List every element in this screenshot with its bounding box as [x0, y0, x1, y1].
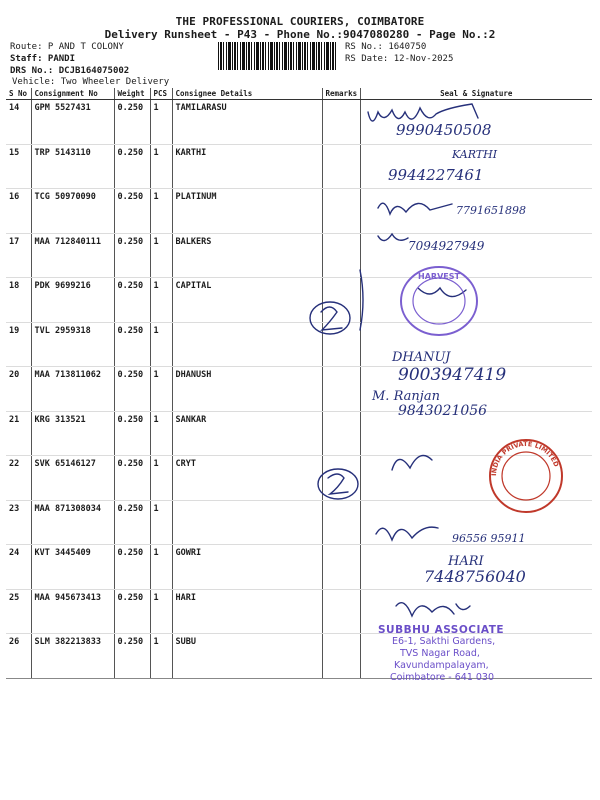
assoc-line-2: E6-1, Sakthi Gardens, [392, 636, 496, 647]
drs-number: DRS No.: DCJB164075002 [10, 66, 130, 76]
col-sno: S No [6, 88, 31, 100]
row-consignee: KARTHI [172, 144, 322, 189]
col-signature: Seal & Signature [360, 88, 592, 100]
col-consignment: Consignment No [31, 88, 114, 100]
row-consignee: GOWRI [172, 545, 322, 590]
row-consignment-no: TCG 50970090 [31, 189, 114, 234]
hw-phone-17: 7094927949 [408, 239, 485, 253]
row-consignee: DHANUSH [172, 367, 322, 412]
signature-scribble-16 [378, 203, 452, 214]
signature-scribble-17 [378, 234, 408, 241]
row-sno: 14 [6, 100, 31, 145]
row-consignment-no: MAA 712840111 [31, 233, 114, 278]
hw-phone-14: 9990450508 [396, 121, 492, 139]
col-pcs: PCS [150, 88, 172, 100]
row-sno: 21 [6, 411, 31, 456]
assoc-line-5: Coimbatore - 641 030 [390, 672, 495, 683]
row-weight: 0.250 [114, 367, 150, 412]
row-consignment-no: TVL 2959318 [31, 322, 114, 367]
row-weight: 0.250 [114, 278, 150, 323]
row-sno: 22 [6, 456, 31, 501]
row-weight: 0.250 [114, 144, 150, 189]
associate-stamp [378, 624, 504, 684]
col-remarks: Remarks [322, 88, 360, 100]
hw-phone-21: 9843021056 [398, 403, 488, 419]
row-sno: 26 [6, 634, 31, 679]
row-consignee: BALKERS [172, 233, 322, 278]
hw-name-20: DHANUJ [392, 350, 451, 365]
row-consignment-no: KRG 313521 [31, 411, 114, 456]
row-weight: 0.250 [114, 545, 150, 590]
row-pcs: 1 [150, 367, 172, 412]
row-consignment-no: PDK 9699216 [31, 278, 114, 323]
row-weight: 0.250 [114, 100, 150, 145]
vehicle-label: Vehicle: Two Wheeler Delivery [12, 77, 170, 87]
hw-phone-25: 7448756040 [424, 567, 526, 586]
row-consignee: CRYT [172, 456, 322, 501]
row-weight: 0.250 [114, 189, 150, 234]
row-pcs: 1 [150, 278, 172, 323]
row-weight: 0.250 [114, 456, 150, 501]
hw-phone-20: 9003947419 [398, 365, 507, 385]
row-weight: 0.250 [114, 411, 150, 456]
row-sno: 23 [6, 500, 31, 545]
row-weight: 0.250 [114, 589, 150, 634]
row-pcs: 1 [150, 144, 172, 189]
row-consignment-no: SVK 65146127 [31, 456, 114, 501]
col-weight: Weight [114, 88, 150, 100]
row-consignee: SUBU [172, 634, 322, 679]
row-pcs: 1 [150, 189, 172, 234]
row-consignment-no: TRP 5143110 [31, 144, 114, 189]
row-pcs: 1 [150, 456, 172, 501]
hw-name-15: KARTHI [452, 148, 498, 161]
assoc-line-3: TVS Nagar Road, [400, 648, 480, 659]
row-consignee: CAPITAL [172, 278, 322, 323]
row-pcs: 1 [150, 589, 172, 634]
row-consignment-no: KVT 3445409 [31, 545, 114, 590]
row-sno: 20 [6, 367, 31, 412]
runsheet-title: Delivery Runsheet - P43 - Phone No.:9047080280 - Page No.:2 [104, 28, 496, 41]
signature-scribble-24 [376, 527, 438, 540]
row-weight: 0.250 [114, 322, 150, 367]
col-consignee: Consignee Details [172, 88, 322, 100]
route-label: Route: P AND T COLONY [10, 42, 124, 52]
row-sno: 17 [6, 233, 31, 278]
assoc-line-1: SUBBHU ASSOCIATE [378, 624, 505, 636]
round-stamp-harvest [396, 262, 482, 340]
hw-phone-16: 7791651898 [456, 204, 526, 217]
row-consignment-no: MAA 713811062 [31, 367, 114, 412]
row-sno: 25 [6, 589, 31, 634]
staff-label: Staff: PANDI [10, 54, 76, 64]
assoc-line-4: Kavundampalayam, [394, 660, 489, 671]
row-weight: 0.250 [114, 500, 150, 545]
signature-scribble-22 [392, 456, 432, 471]
row-consignee: TAMILARASU [172, 100, 322, 145]
row-pcs: 1 [150, 100, 172, 145]
row-sno: 19 [6, 322, 31, 367]
row-sno: 18 [6, 278, 31, 323]
row-consignee: SANKAR [172, 411, 322, 456]
row-consignee: HARI [172, 589, 322, 634]
row-sno: 15 [6, 144, 31, 189]
round-stamp-india [486, 436, 566, 516]
row-pcs: 1 [150, 500, 172, 545]
row-pcs: 1 [150, 634, 172, 679]
row-pcs: 1 [150, 545, 172, 590]
row-consignment-no: MAA 945673413 [31, 589, 114, 634]
harvest-stamp-text: HARVEST [418, 272, 460, 281]
row-consignment-no: GPM 5527431 [31, 100, 114, 145]
company-title: THE PROFESSIONAL COURIERS, COIMBATORE [175, 15, 425, 28]
row-pcs: 1 [150, 322, 172, 367]
row-pcs: 1 [150, 233, 172, 278]
signature-scribble-26 [396, 603, 470, 616]
row-weight: 0.250 [114, 634, 150, 679]
hw-phone-15: 9944227461 [388, 166, 484, 184]
row-consignee: PLATINUM [172, 189, 322, 234]
hw-phone-24: 96556 95911 [452, 532, 526, 545]
row-weight: 0.250 [114, 233, 150, 278]
rs-number: RS No.: 1640750 [345, 42, 427, 52]
hw-name-25: HARI [448, 554, 484, 569]
row-sno: 24 [6, 545, 31, 590]
row-pcs: 1 [150, 411, 172, 456]
hw-name-21: M. Ranjan [372, 389, 440, 404]
row-consignment-no: MAA 871308034 [31, 500, 114, 545]
rs-date: RS Date: 12-Nov-2025 [345, 54, 454, 64]
row-consignment-no: SLM 382213833 [31, 634, 114, 679]
india-stamp-text: INDIA PRIVATE LIMITED [489, 439, 561, 477]
signature-scribble-14 [368, 104, 478, 121]
row-sno: 16 [6, 189, 31, 234]
